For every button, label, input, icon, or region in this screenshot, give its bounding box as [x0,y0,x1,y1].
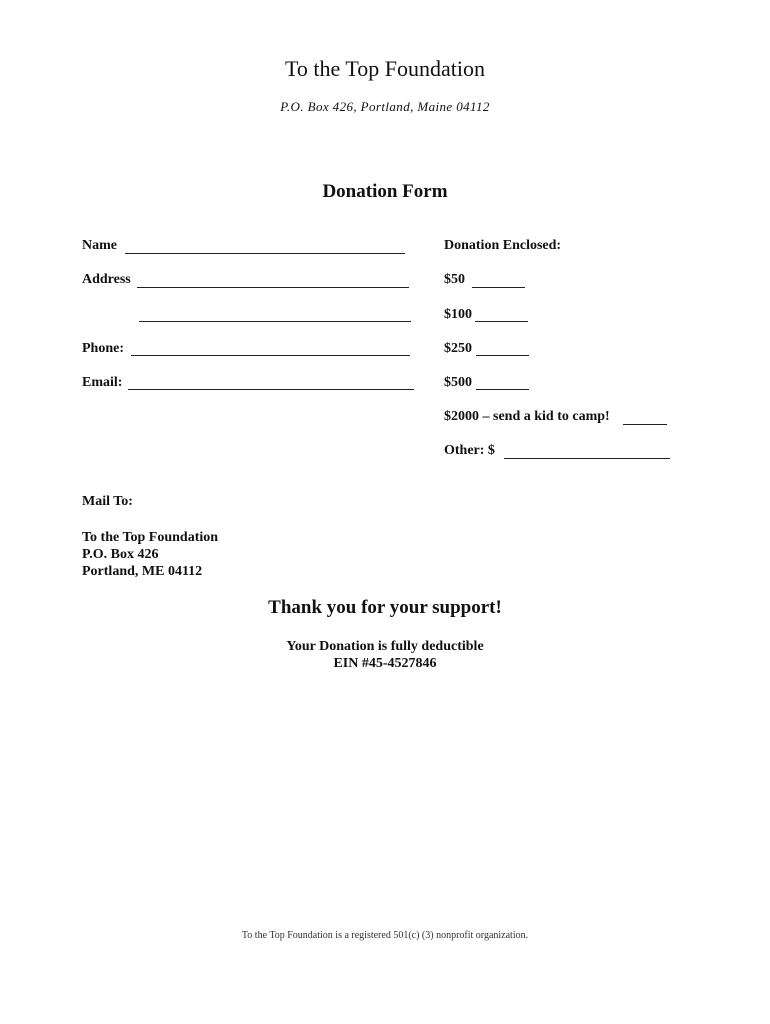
footer-note: To the Top Foundation is a registered 501(c) (3) nonprofit organization. [241,930,529,941]
deductible-notice [0,638,770,672]
address-field-line-2[interactable] [139,321,411,322]
donation-option-100-field[interactable] [475,321,528,322]
ein-number: EIN #45-4527846 [333,656,437,671]
donation-option-250-label: $250 [444,341,472,356]
mail-to-line: Portland, ME 04112 [82,564,203,579]
form-heading: Donation Form [322,181,448,202]
address-field-line-1[interactable] [137,287,409,288]
donation-other-label: Other: $ [444,443,495,458]
mail-to-heading: Mail To: [82,494,133,509]
name-field[interactable] [125,253,405,254]
donation-option-50-label: $50 [444,272,465,287]
donation-option-100-label: $100 [444,307,472,322]
name-label: Name [82,238,117,253]
email-label: Email: [82,375,123,390]
header-address: P.O. Box 426, Portland, Maine 04112 [280,99,490,114]
donation-other-field[interactable] [504,458,670,459]
mail-to-line: To the Top Foundation [82,530,219,545]
email-field[interactable] [128,389,414,390]
mail-to-address [82,529,218,580]
phone-field[interactable] [131,355,410,356]
donation-option-250-field[interactable] [476,355,529,356]
phone-label: Phone: [82,341,124,356]
donation-heading: Donation Enclosed: [444,238,562,253]
deductible-text: Your Donation is fully deductible [286,639,484,654]
mail-to-line: P.O. Box 426 [82,547,159,562]
thank-you-message: Thank you for your support! [268,597,502,618]
donation-option-500-label: $500 [444,375,472,390]
donation-option-2000-field[interactable] [623,424,667,425]
donation-option-50-field[interactable] [472,287,525,288]
donation-option-2000-label: $2000 – send a kid to camp! [444,409,610,424]
page-title: To the Top Foundation [284,56,485,81]
donation-option-500-field[interactable] [476,389,529,390]
address-label: Address [82,272,131,287]
